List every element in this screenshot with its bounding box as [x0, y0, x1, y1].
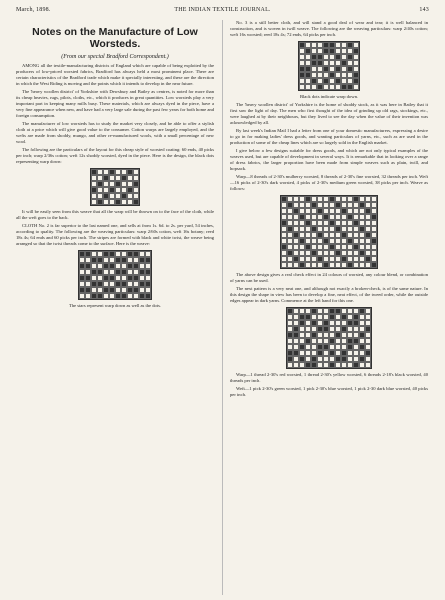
weave-cell [353, 84, 359, 90]
weave-design-3 [298, 41, 360, 91]
weave-design-1 [90, 168, 140, 206]
figure-caption: Black dots indicate warp down. [299, 94, 359, 99]
paragraph: The manufacturer of low worsteds has to study the market very closely, and be able to offer a stylish cloth at a price which will give good value to the consumer. Cotton warps are largely employed, and the wefts are made from shoddy, mungo, and other re-manufactured wools, with a small percentage of new wool. [16, 121, 214, 144]
page-header [16, 7, 429, 19]
column-divider [222, 20, 223, 595]
header-journal-title: THE INDIAN TEXTILE JOURNAL. [174, 7, 271, 13]
article-subtitle: (From our special Bradford Correspondent.) [61, 54, 169, 60]
paragraph: The above design gives a real check effect in 24 colours of worsted, any colour blend, or combination of yarns can be used. [230, 272, 428, 283]
paragraph: AMONG all the textile-manufacturing districts of England which are capable of being exploited by the producers of low-priced worsted fabrics, Bradford has always held a most prominent place. There are certain characteristics of the Bradford trade which make it specially interesting, and these are the direction in which the West Riding is moving and the points which it intends to develop in the near future. [16, 63, 214, 86]
page-body [16, 20, 429, 595]
header-page-number: 143 [419, 7, 429, 13]
article-title: Notes on the Manufacture of Low Worsteds. [32, 26, 198, 50]
paragraph: The next pattern is a very neat one, and although not exactly a broken-check, is of the same nature. In this design the shape in view has been to develop a fine, neat effect, of the tweed order, while the outside edges appear in dark yarns. Commence at the left hand for this one. [230, 286, 428, 303]
weave-cell [365, 362, 371, 368]
weave-design-4 [280, 195, 378, 269]
paragraph: The 'heavy woollen district' of Yorkshire is the home of shoddy stock, as it was here in Batley that it first saw the light of day. The men who first thought of the idea of grinding up old rags, stockings, etc., were laughed at by their neighbours, but they lived to see the day when the value of their invention was acknowledged by all. [230, 102, 428, 125]
paragraph: By last week's Indian Mail I had a letter from one of your domestic manufacturers, expressing a desire to go in for making ladies' dress goods, and wanting particulars of yarns, etc., such as are used in the production of some of the cheap lines which are so largely sold in the English market. [230, 128, 428, 145]
paragraph: The following are the particulars of the layout for this cheap style of worsted coating: 60 ends, 40 picks per inch; warp 2/36s cotton; weft 12s shoddy worsted, dyed in the piece. Here is the design, the black dots representing warp down: [16, 147, 214, 164]
paragraph: Warp—8 threads of 2-30's mulberry worsted, 8 threads of 2-30's fine worsted, 32 threads per inch. Weft—16 picks of 2-30's dark worsted, 4 picks of 2-30's medium green worsted, 38 picks per inch. Weave as follows: [230, 174, 428, 191]
figure-caption: The stars represent warp down as well as the dots. [68, 303, 162, 308]
weave-cell [371, 262, 377, 268]
paragraph: Warp—1 thread 2-30's red worsted, 1 thread 2-30's yellow worsted, 6 threads 2-18's black worsted, 40 threads per inch. [230, 372, 428, 383]
right-column [230, 20, 428, 595]
weave-design-5 [286, 307, 372, 369]
paragraph: No. 3 is a still better cloth, and will stand a good deal of wear and tear; it is well balanced in construction, and is woven in twill weave. The following are the weaving particulars: warp 2/40s cotton; weft 16s worsted; reed 18s 4s; 72 ends, 64 picks per inch. [230, 20, 428, 37]
weave-design-2 [78, 250, 152, 300]
weave-cell [145, 293, 151, 299]
paragraph: I give below a few designs suitable for dress goods, and which are not only typical examples of the weaves used, but are capable of development in several ways. It is remarkable that in looking over a range of dress fabrics, the larger proportion have been made from simple weaves such as plain, twill, and hopsack. [230, 148, 428, 171]
weave-cell [133, 199, 139, 205]
left-column [16, 20, 214, 595]
paragraph: The 'heavy woollen district' of Yorkshire with Dewsbury and Batley as centres, is noted for more than its cheap heavies, rugs, pilots, cloths, etc., which it produces in great quantities. Low worsteds play a very important part in keeping many mills busy. These materials, which are always dyed in the piece, have a very fine appearance when new, and have had a very large sale during the past few years for both home and foreign consumption. [16, 89, 214, 118]
paragraph: CLOTH No. 2 is far superior to the last named one, and sells at from 1s. 6d. to 2s. per yard, 54 inches, according to quality. The following are the weaving particulars: warp 2/60s cotton, weft 16s botany; reed 18s 4s; 64 ends and 60 picks per inch. The stripes are formed with black and white twist, the weave being arranged so that the twist threads come to the surface. Here is the weave: [16, 223, 214, 246]
paragraph: Weft—1 pick 2-30's green worsted, 1 pick 2-30's blue worsted, 1 pick 2-30 dark blue worsted, 40 picks per inch. [230, 386, 428, 397]
paragraph: It will be easily seen from this weave that all the warp will be thrown on to the face of the cloth, while all the weft goes to the back. [16, 209, 214, 220]
header-date: March, 1898. [16, 7, 51, 13]
